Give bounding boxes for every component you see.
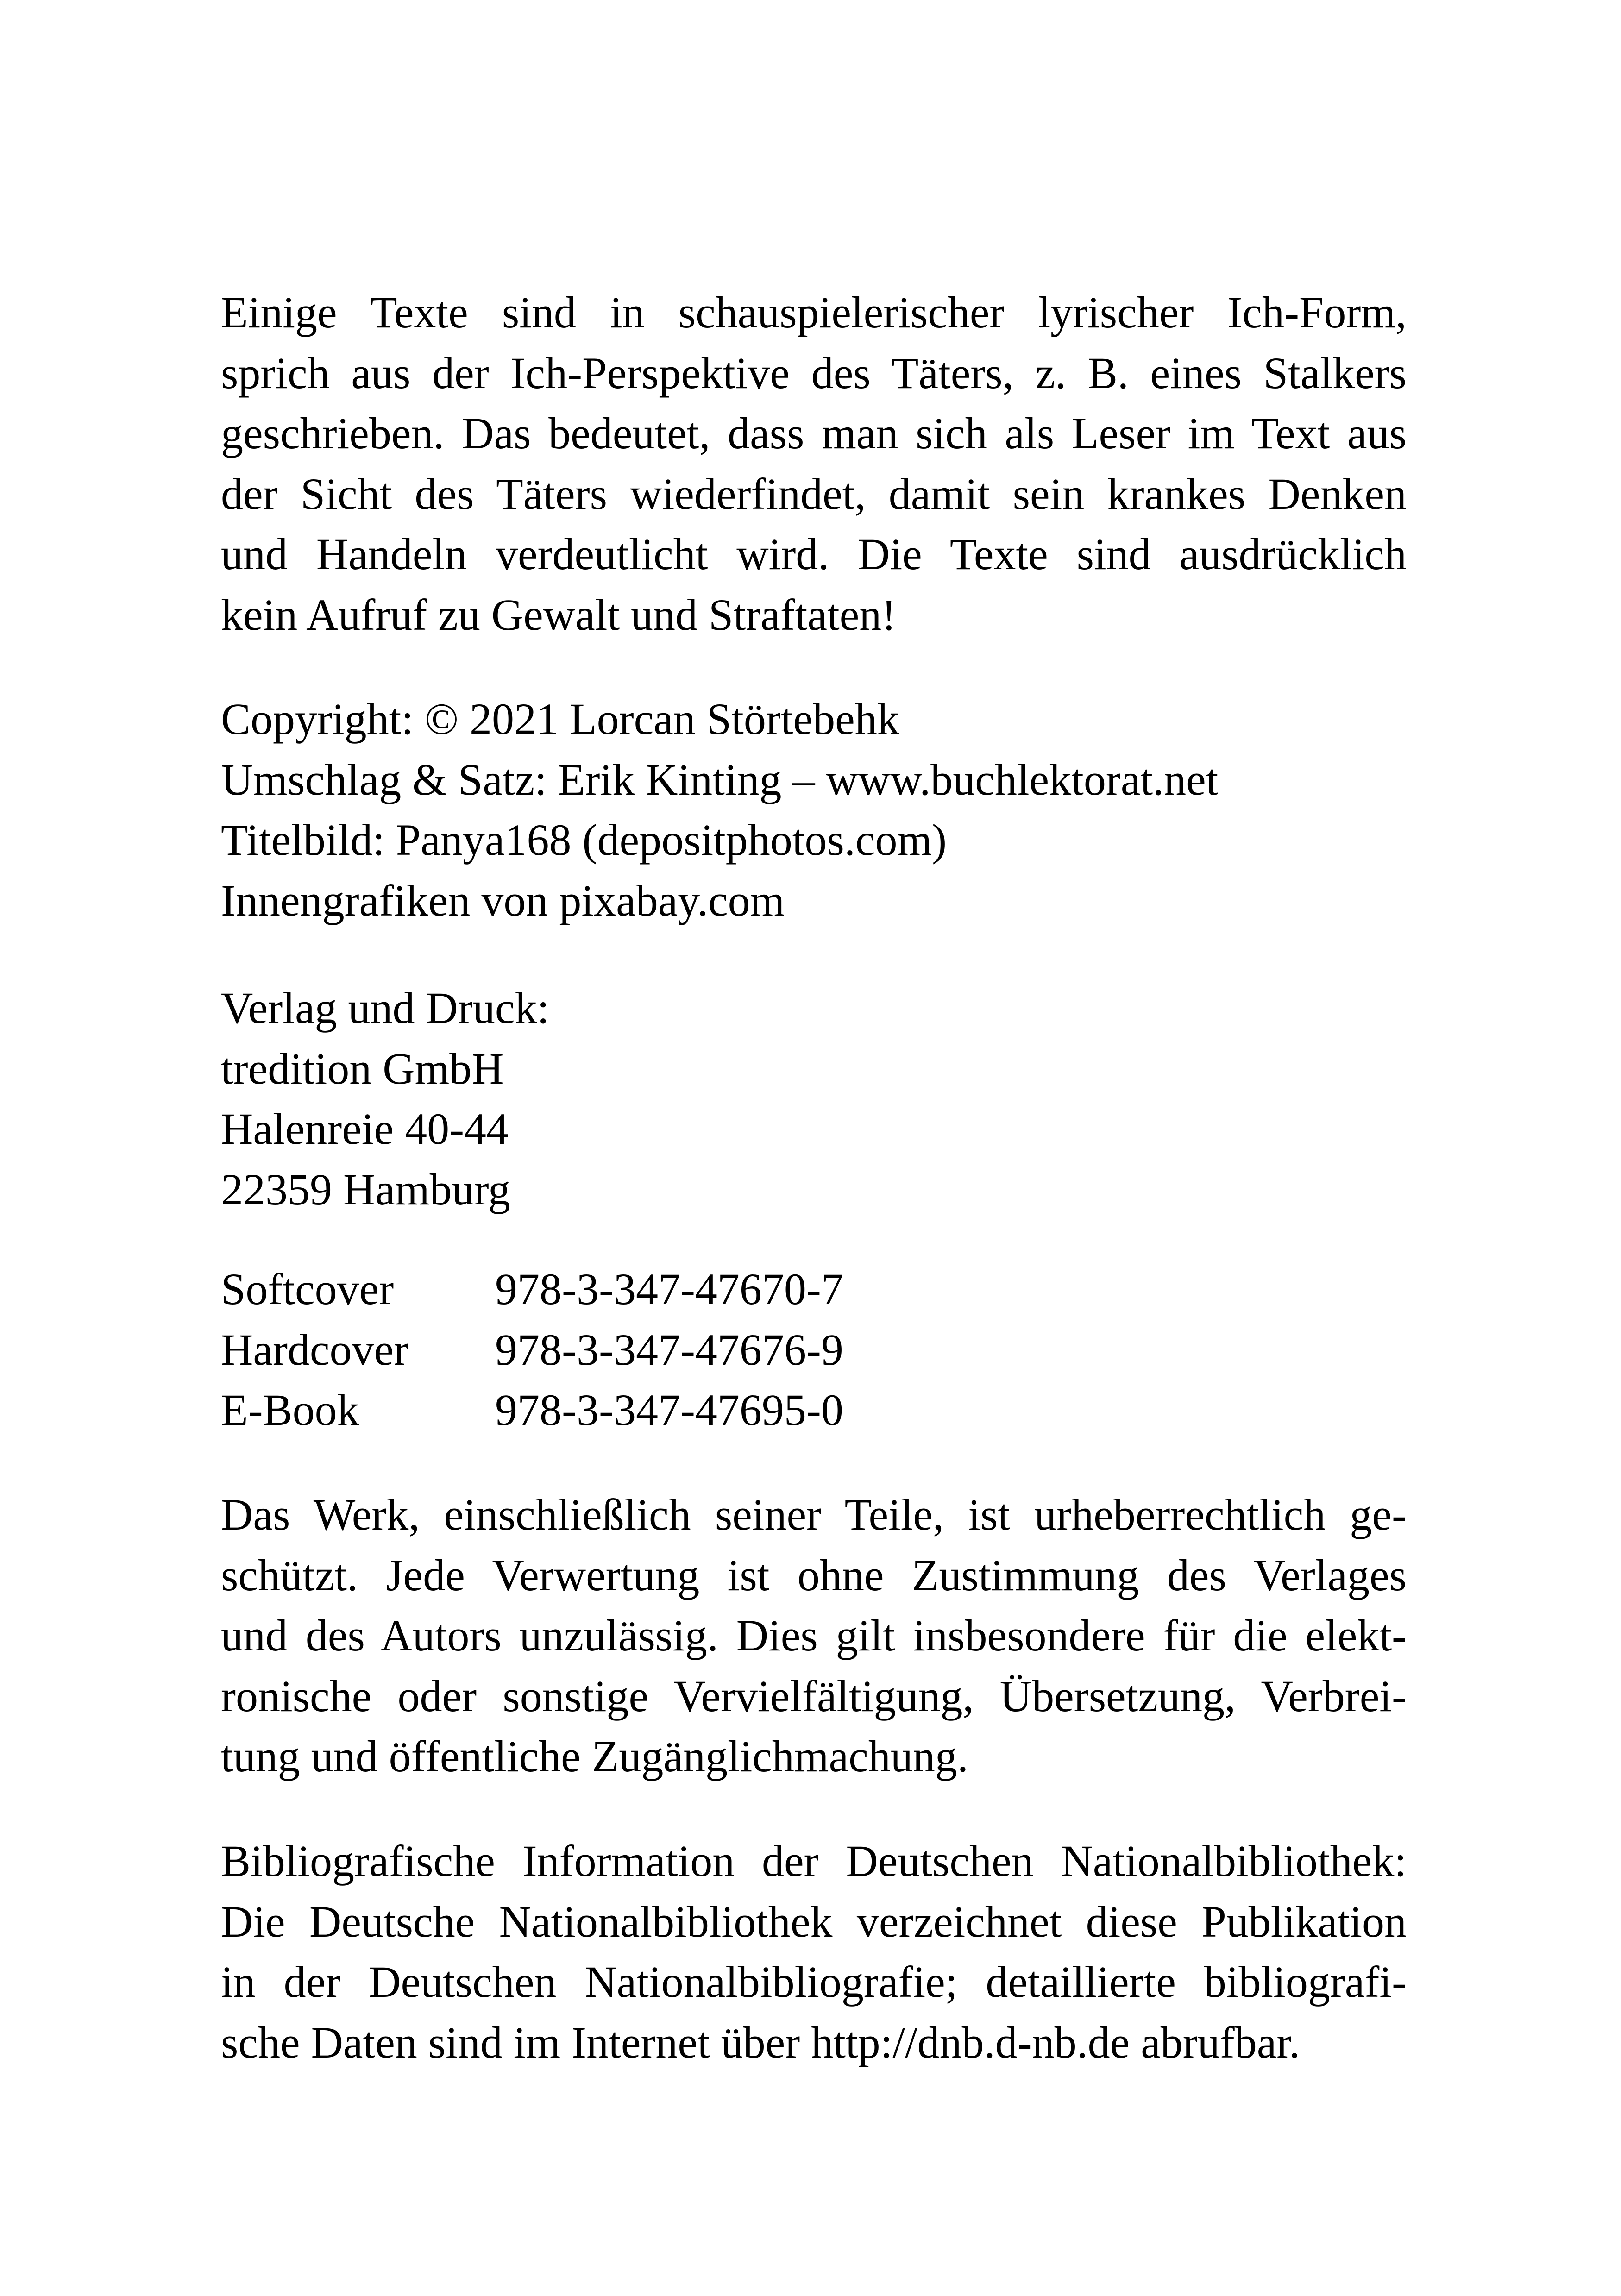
text-line: geschrieben. Das bedeutet, dass man sich als Leser im Text aus [221, 408, 1407, 458]
isbn-number: 978-3-347-47695-0 [495, 1385, 843, 1435]
cover-image-credit: Titelbild: Panya168 (depositphotos.com) [221, 815, 947, 865]
publisher-street: Halenreie 40-44 [221, 1104, 509, 1154]
bibliography-paragraph [221, 1831, 1407, 2073]
inner-graphics-credit: Innengrafiken von pixabay.com [221, 875, 785, 925]
text-line: tung und öffentliche Zugänglichmachung. [221, 1731, 968, 1781]
publisher-name: tredition GmbH [221, 1043, 504, 1093]
copyright-line: Copyright: © 2021 Lorcan Störtebehk [221, 694, 899, 744]
text-line: Das Werk, einschließlich seiner Teile, ist urheberrechtlich ge- [221, 1490, 1407, 1539]
text-line: schützt. Jede Verwertung ist ohne Zustimmung des Verlages [221, 1550, 1407, 1600]
text-line: Bibliografische Information der Deutschen Nationalbibliothek: [221, 1836, 1407, 1886]
text-line: und Handeln verdeutlicht wird. Die Texte sind ausdrücklich [221, 529, 1407, 579]
isbn-number: 978-3-347-47676-9 [495, 1324, 843, 1374]
text-line: und des Autors unzulässig. Dies gilt insbesondere für die elekt- [221, 1611, 1407, 1660]
publisher-city: 22359 Hamburg [221, 1164, 510, 1214]
isbn-number: 978-3-347-47670-7 [495, 1264, 843, 1314]
isbn-format: Hardcover [221, 1324, 409, 1374]
credits-block [221, 689, 1407, 931]
isbn-format: E-Book [221, 1385, 359, 1435]
isbn-row [221, 1320, 1407, 1380]
text-line: sprich aus der Ich-Perspektive des Täters, z. B. eines Stalkers [221, 348, 1407, 398]
isbn-row [221, 1259, 1407, 1320]
text-line: ronische oder sonstige Vervielfältigung, Übersetzung, Verbrei- [221, 1671, 1407, 1721]
cover-layout-credit: Umschlag & Satz: Erik Kinting – www.buchlektorat.net [221, 754, 1219, 804]
isbn-row [221, 1380, 1407, 1441]
text-line: der Sicht des Täters wiederfindet, damit sein krankes Denken [221, 469, 1407, 519]
isbn-format: Softcover [221, 1264, 394, 1314]
text-line: sche Daten sind im Internet über http://dnb.d-nb.de abrufbar. [221, 2017, 1301, 2067]
text-line: Die Deutsche Nationalbibliothek verzeichnet diese Publikation [221, 1896, 1407, 1946]
isbn-table [221, 1259, 1407, 1441]
text-line: in der Deutschen Nationalbibliografie; detaillierte bibliografi- [221, 1957, 1407, 2007]
disclaimer-paragraph [221, 282, 1407, 645]
text-line: kein Aufruf zu Gewalt und Straftaten! [221, 590, 897, 640]
text-line: Einige Texte sind in schauspielerischer lyrischer Ich-Form, [221, 288, 1407, 337]
rights-paragraph [221, 1485, 1407, 1787]
publisher-heading: Verlag und Druck: [221, 983, 550, 1033]
publisher-block [221, 978, 1407, 1220]
